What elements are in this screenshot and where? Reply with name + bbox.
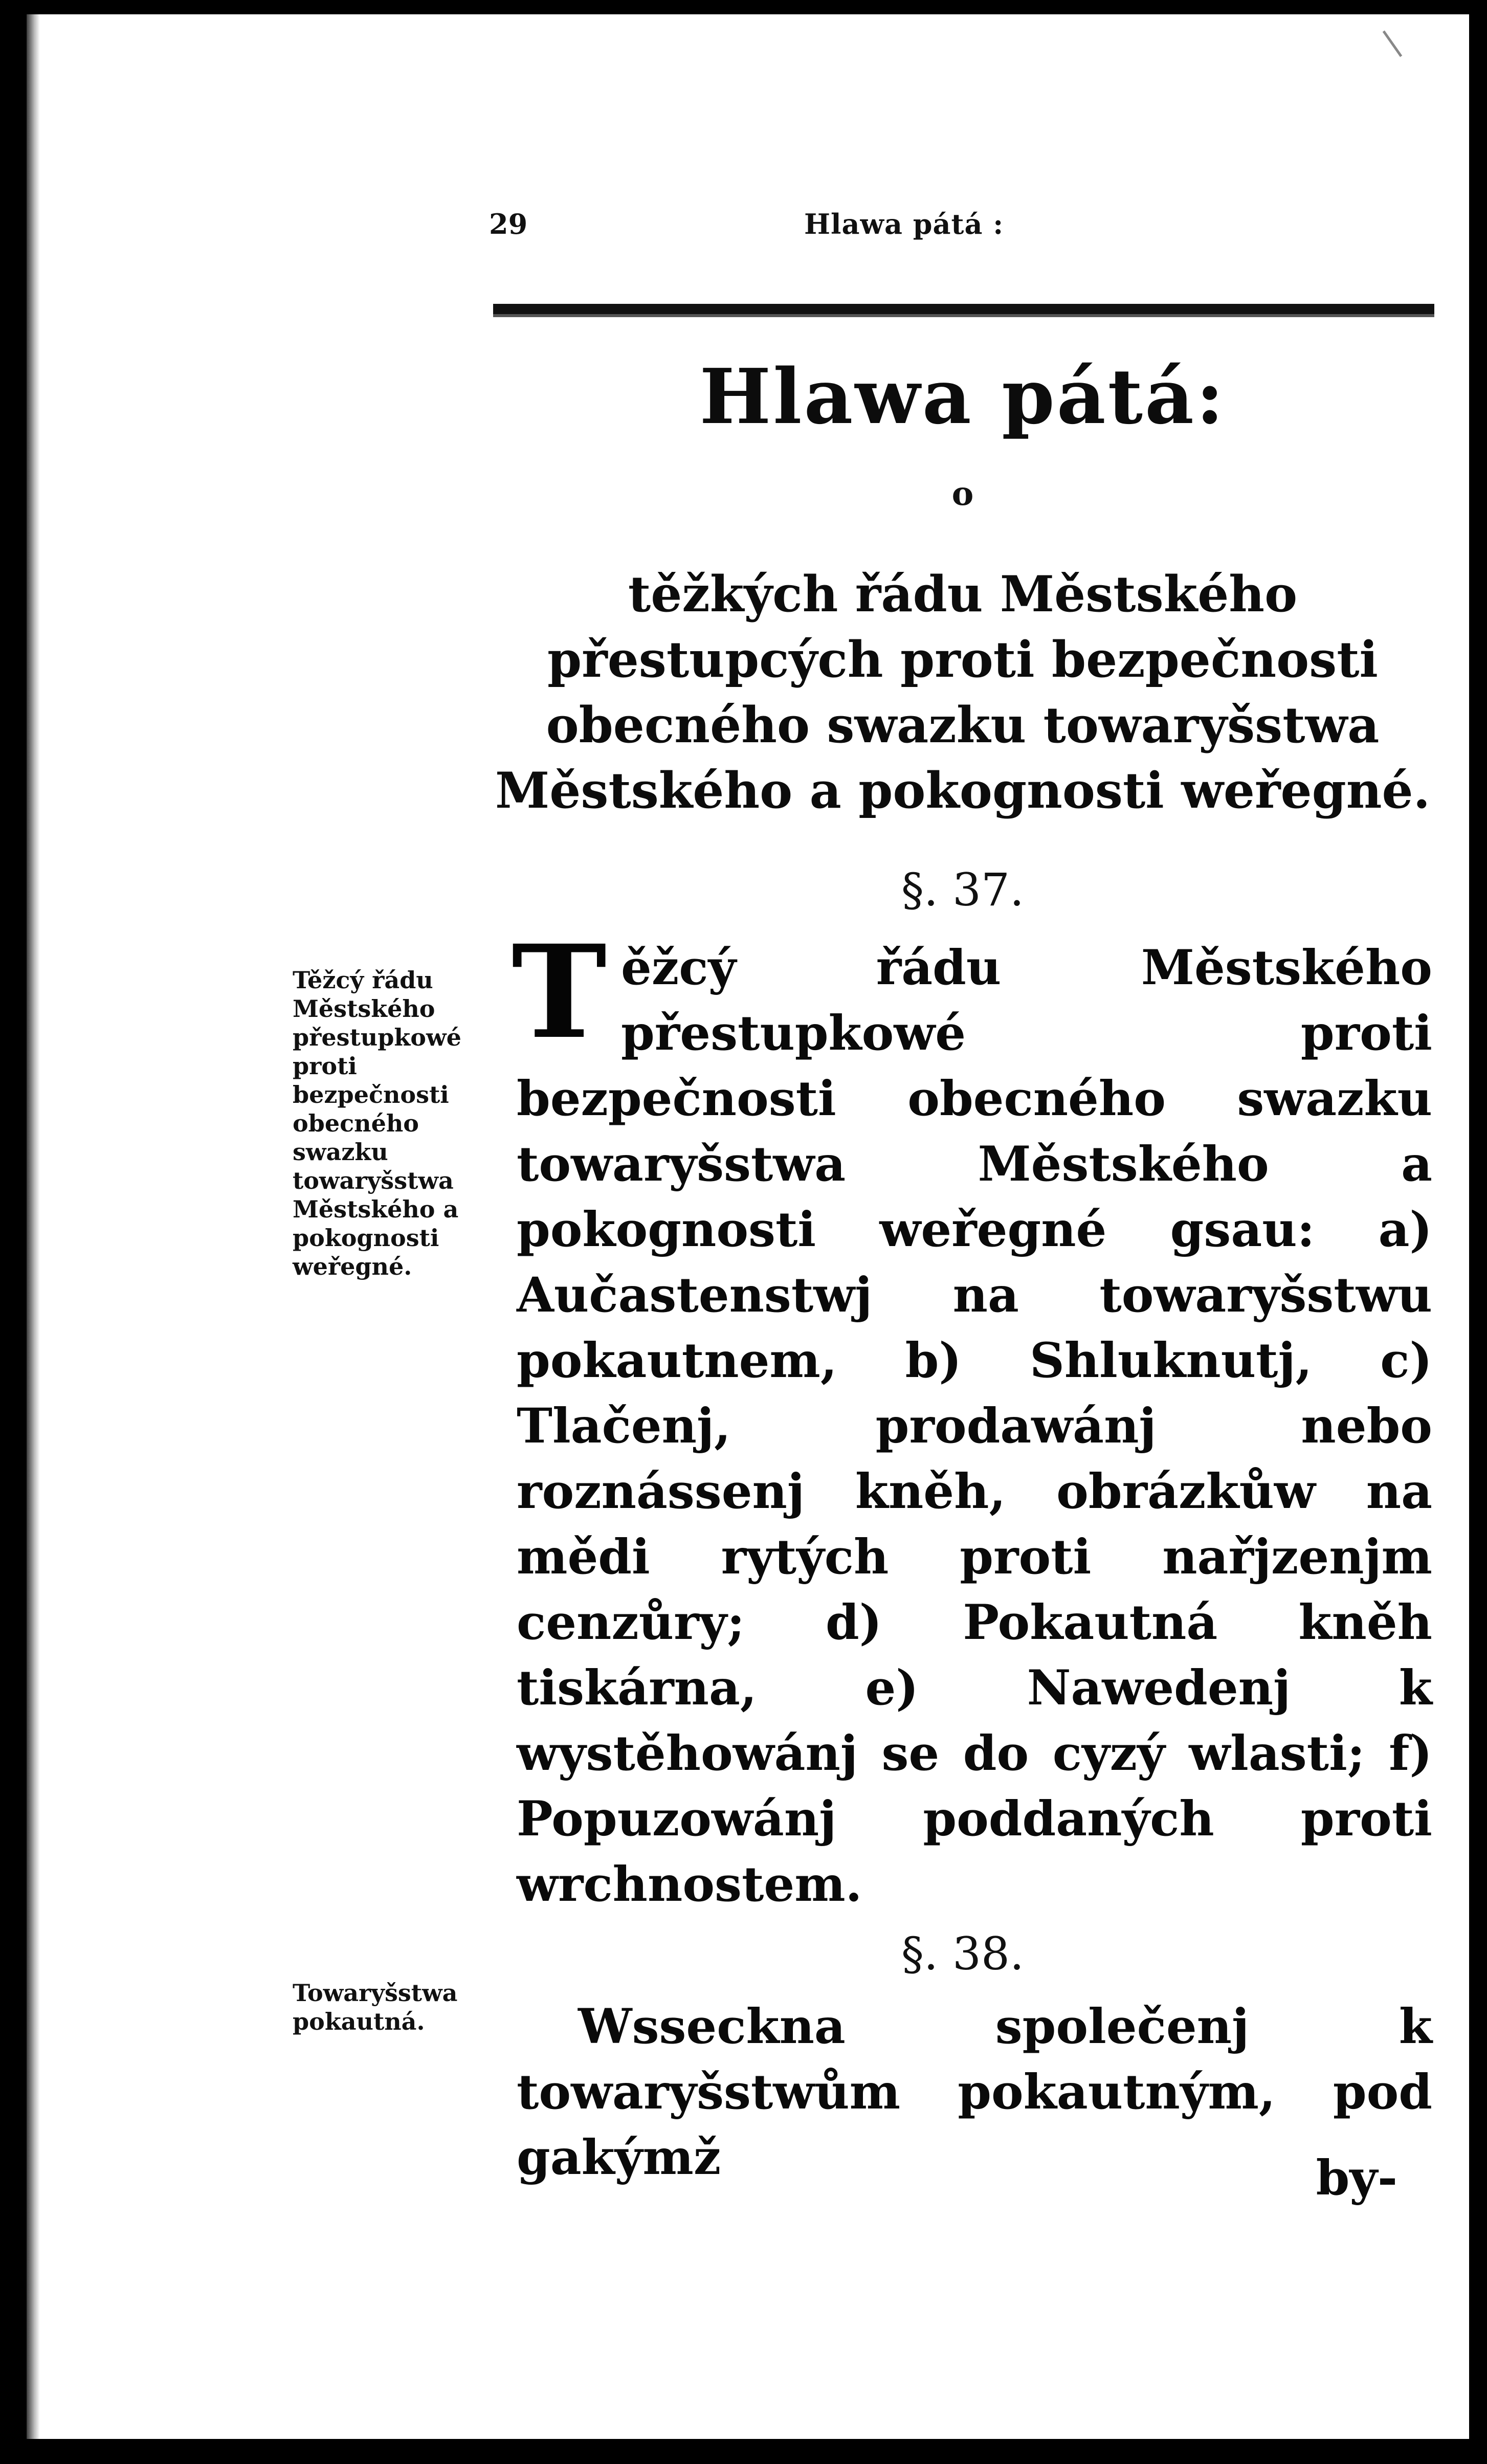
section-text-37 <box>512 917 1432 1917</box>
chapter-subtitle: těžkých řádu Městského přestupcých proti bezpečnosti obecného swazku towaryšstwa Městského a pokognosti weřegné. <box>495 565 1430 819</box>
drop-cap: T <box>512 917 607 1067</box>
chapter-preposition: o <box>951 475 974 513</box>
section-number-38: §. 38. <box>901 1927 1024 1980</box>
book-page <box>27 14 1469 2439</box>
section-text-38: Wsseckna společenj k towaryšstwům pokautným, pod gakýmž <box>517 1999 1432 2186</box>
chapter-title: Hlawa pátá: <box>699 352 1226 441</box>
running-title: Hlawa pátá : <box>804 208 1004 240</box>
section-body-37: ěžcý řádu Městského přestupkowé proti bezpečnosti obecného swazku towaryšstwa Městského a pokognosti weřegné gsau: a) Aučastenstwj na towaryšstwu pokautnem, b) Shluknutj, c) Tlačenj, prodawánj nebo roznássenj kněh, obrázkůw na mědi rytých proti nařjzenjm cenzůry; d) Pokautná kněh tiskárna, e) Nawedenj k wystěhowánj se do cyzý wlasti; f) Popuzowánj poddaných proti wrchnostem. <box>517 940 1432 1913</box>
marginal-note-37: Těžcý řádu Městského přestupkowé proti bezpečnosti obecného swazku towaryšstwa Městského a pokognosti weřegné. <box>293 966 461 1280</box>
catchword: by- <box>1316 2150 1397 2206</box>
running-head <box>27 204 1469 250</box>
section-number-37: §. 37. <box>901 863 1024 916</box>
page-spine-shadow <box>27 14 40 2439</box>
marginal-note-38: Towaryšstwa pokautná. <box>293 1979 458 2035</box>
page-number: 29 <box>489 208 528 240</box>
header-rule <box>493 304 1434 317</box>
page-mark <box>1383 30 1403 57</box>
